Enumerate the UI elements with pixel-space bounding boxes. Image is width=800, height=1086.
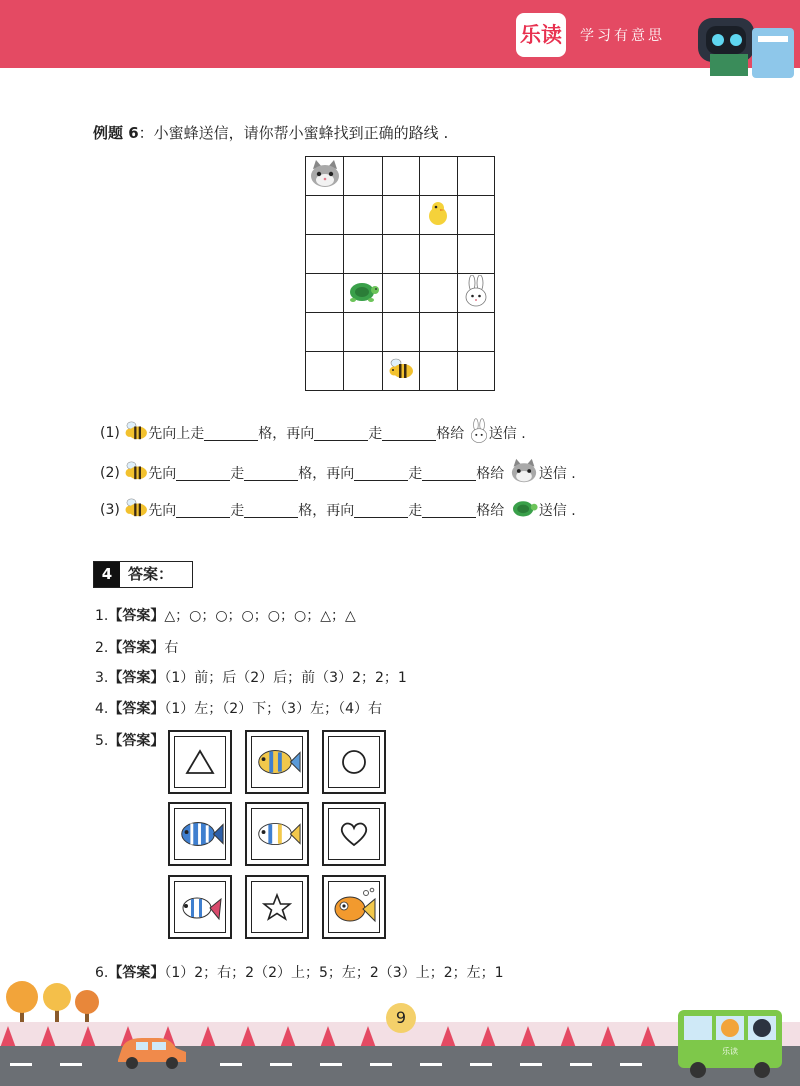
fish-icon <box>252 744 302 780</box>
answer-blank[interactable] <box>244 503 298 518</box>
robot-mascot-icon <box>690 6 800 80</box>
card-goldfish <box>322 875 386 939</box>
grid-cell <box>306 352 344 391</box>
answer-blank[interactable] <box>314 426 368 441</box>
question-3: (3) 先向 走 格，再向 走 格给 送信 . <box>100 497 576 523</box>
example-prompt <box>93 122 448 143</box>
answer-4: 4.【答案】（1）左；（2）下；（3）左；（4）右 <box>95 701 382 717</box>
answer-3: 3.【答案】（1）前；后（2）后；前（3）2；2；1 <box>95 670 407 686</box>
example-label: 例题 6 <box>93 124 139 142</box>
rabbit-icon <box>463 275 489 307</box>
grid-cell <box>306 274 344 313</box>
grid-cell <box>420 313 457 352</box>
chick-icon <box>425 199 451 227</box>
card-circle <box>322 730 386 794</box>
answer-6: 6.【答案】（1）2；右；2（2）上；5；左；2（3）上；2；左；1 <box>95 965 504 981</box>
grid-cell <box>457 313 494 352</box>
bee-icon <box>388 358 414 380</box>
section-label: 答案： <box>128 565 174 583</box>
grid-cell <box>306 313 344 352</box>
route-grid <box>305 156 495 391</box>
heart-icon <box>338 820 370 848</box>
goldfish-icon <box>330 887 378 927</box>
bee-icon <box>124 421 148 445</box>
grid-cell <box>420 235 457 274</box>
answer-blank[interactable] <box>204 426 258 441</box>
example-text: ：小蜜蜂送信，请你帮小蜜蜂找到正确的路线 . <box>138 124 449 142</box>
rabbit-icon <box>469 418 489 448</box>
answer-blank[interactable] <box>176 503 230 518</box>
grid-cell <box>382 274 419 313</box>
question-1: (1) 先向上走 格，再向 走 格给 送信 . <box>100 418 526 448</box>
grid-cell <box>344 196 382 235</box>
question-2: (2) 先向 走 格，再向 走 格给 送信 . <box>100 458 576 488</box>
card-fish <box>245 730 309 794</box>
header-slogan: 学习有意思 <box>580 28 665 44</box>
grid-cell <box>420 352 457 391</box>
grid-cell <box>457 274 494 313</box>
card-heart <box>322 802 386 866</box>
fish-icon <box>252 816 302 852</box>
turtle-icon <box>509 497 539 523</box>
answer-1: 1.【答案】△；○；○；○；○；○；△；△ <box>95 608 356 624</box>
answer-blank[interactable] <box>422 466 476 481</box>
grid-cell <box>382 196 419 235</box>
card-fish <box>168 875 232 939</box>
grid-cell <box>420 274 457 313</box>
header-bar <box>0 0 800 68</box>
fish-icon <box>175 816 225 852</box>
card-triangle <box>168 730 232 794</box>
bus-icon <box>674 1006 786 1080</box>
bus-label: 乐读 <box>722 1047 738 1056</box>
grid-cell <box>306 235 344 274</box>
bee-icon <box>124 461 148 485</box>
answer-blank[interactable] <box>422 503 476 518</box>
bee-icon <box>124 498 148 522</box>
card-fish <box>168 802 232 866</box>
brand-logo: 乐读 <box>516 13 566 57</box>
grid-cell <box>344 313 382 352</box>
circle-icon <box>339 747 369 777</box>
answer-5: 5.【答案】 <box>95 733 165 749</box>
grid-cell <box>457 352 494 391</box>
grid-cell <box>306 196 344 235</box>
answer-2: 2.【答案】右 <box>95 640 179 656</box>
triangle-icon <box>185 748 215 776</box>
grid-cell <box>344 157 382 196</box>
cat-icon <box>509 458 539 488</box>
answer-blank[interactable] <box>354 503 408 518</box>
grid-cell <box>344 274 382 313</box>
answer-blank[interactable] <box>382 426 436 441</box>
grid-cell <box>457 157 494 196</box>
grid-cell <box>382 235 419 274</box>
grid-cell <box>344 235 382 274</box>
section-number: 4 <box>94 562 120 587</box>
grid-cell <box>306 157 344 196</box>
turtle-icon <box>346 278 380 304</box>
grid-cell <box>382 157 419 196</box>
grid-cell <box>457 196 494 235</box>
grid-cell <box>420 157 457 196</box>
fish-icon <box>175 889 225 925</box>
answer-blank[interactable] <box>176 466 230 481</box>
star-icon <box>262 892 292 922</box>
card-fish <box>245 802 309 866</box>
car-icon <box>112 1030 192 1072</box>
cat-icon <box>308 159 342 189</box>
page-number: 9 <box>386 1003 416 1033</box>
grid-cell <box>420 196 457 235</box>
grid-cell <box>382 352 419 391</box>
grid-cell <box>344 352 382 391</box>
answers-section-heading <box>93 561 193 588</box>
answer-blank[interactable] <box>244 466 298 481</box>
card-star <box>245 875 309 939</box>
grid-cell <box>457 235 494 274</box>
answer-blank[interactable] <box>354 466 408 481</box>
grid-cell <box>382 313 419 352</box>
